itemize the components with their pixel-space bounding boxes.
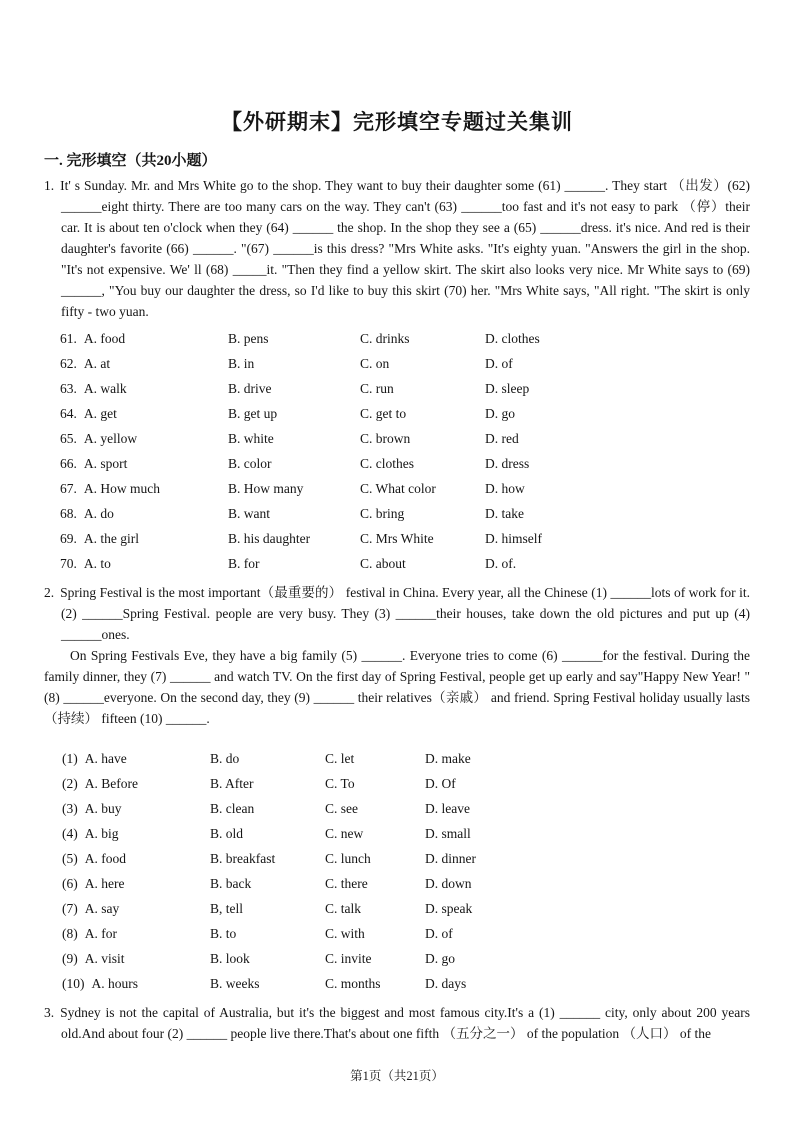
option-a: A. visit <box>84 951 125 966</box>
option-d: D. leave <box>425 801 470 816</box>
option-a: A. have <box>84 751 127 766</box>
option-d: D. of <box>425 926 453 941</box>
option-row <box>62 846 750 871</box>
option-a: A. do <box>83 506 114 521</box>
option-number: 67. <box>60 481 77 496</box>
option-b: B. look <box>210 951 250 966</box>
cloze-item-3 <box>44 1002 750 1044</box>
option-a: A. yellow <box>83 431 138 446</box>
passage-text: Sydney is not the capital of Australia, but it's the biggest and most famous city.It's a (1) ______ city, only about 200 years old.And about four (2) ______ people live there.That's about one fifth （五分之一） of the population （人口） of the <box>60 1005 750 1041</box>
option-a: A. big <box>84 826 119 841</box>
option-a: A. for <box>84 926 117 941</box>
passage-paragraph <box>44 175 750 322</box>
option-c: C. lunch <box>325 851 371 866</box>
option-cell-a <box>62 796 210 821</box>
option-cell-a <box>60 351 228 376</box>
option-cell-a <box>60 401 228 426</box>
passage-text: Spring Festival is the most important（最重要的） festival in China. Every year, all the Chinese (1) ______lots of work for it. (2) ______Spring Festival. people are very busy. They (3) ______their houses, take down the old pictures and put up (4) ______ones. <box>60 585 750 642</box>
option-c: C. brown <box>360 431 411 446</box>
option-d: D. down <box>425 876 472 891</box>
option-row <box>60 551 750 576</box>
option-d: D. dress <box>485 456 530 471</box>
option-b: B. After <box>210 776 254 791</box>
section-heading: 一. 完形填空（共20小题） <box>44 153 217 169</box>
option-c: C. run <box>360 381 394 396</box>
option-row <box>60 376 750 401</box>
option-c: C. about <box>360 556 406 571</box>
option-row <box>62 946 750 971</box>
page-footer <box>44 1066 750 1084</box>
option-b: B. want <box>228 506 270 521</box>
option-b: B. do <box>210 751 240 766</box>
option-b: B. back <box>210 876 252 891</box>
option-number: (4) <box>62 826 78 841</box>
option-a: A. sport <box>83 456 128 471</box>
option-b: B. clean <box>210 801 255 816</box>
option-b: B. breakfast <box>210 851 276 866</box>
option-b: B, tell <box>210 901 243 916</box>
option-b: B. white <box>228 431 274 446</box>
option-a: A. get <box>83 406 117 421</box>
option-number: 61. <box>60 331 77 346</box>
option-row <box>62 771 750 796</box>
option-row <box>60 326 750 351</box>
option-d: D. go <box>485 406 515 421</box>
option-number: 64. <box>60 406 77 421</box>
option-c: C. with <box>325 926 365 941</box>
option-row <box>60 526 750 551</box>
option-d: D. make <box>425 751 471 766</box>
option-d: D. clothes <box>485 331 540 346</box>
option-a: A. food <box>83 331 126 346</box>
option-b: B. to <box>210 926 237 941</box>
option-d: D. how <box>485 481 525 496</box>
option-number: 66. <box>60 456 77 471</box>
option-cell-a <box>62 946 210 971</box>
option-number: (9) <box>62 951 78 966</box>
option-a: A. at <box>83 356 111 371</box>
option-d: D. of <box>485 356 513 371</box>
option-cell-a <box>60 476 228 501</box>
option-a: A. buy <box>84 801 122 816</box>
option-a: A. to <box>83 556 111 571</box>
option-cell-a <box>60 501 228 526</box>
option-cell-a <box>62 846 210 871</box>
passage-paragraph <box>44 1002 750 1044</box>
option-number: (10) <box>62 976 85 991</box>
option-number: 65. <box>60 431 77 446</box>
cloze-item-2 <box>44 582 750 996</box>
option-c: C. Mrs White <box>360 531 434 546</box>
option-c: C. clothes <box>360 456 414 471</box>
option-cell-a <box>62 971 210 996</box>
option-d: D. red <box>485 431 519 446</box>
option-d: D. dinner <box>425 851 476 866</box>
option-a: A. food <box>84 851 126 866</box>
option-number: (8) <box>62 926 78 941</box>
option-c: C. see <box>325 801 358 816</box>
option-row <box>62 896 750 921</box>
page-title: 【外研期末】完形填空专题过关集训 <box>221 110 573 134</box>
option-cell-a <box>60 451 228 476</box>
option-c: C. months <box>325 976 381 991</box>
option-row <box>60 451 750 476</box>
option-c: C. on <box>360 356 390 371</box>
option-b: B. drive <box>228 381 272 396</box>
option-a: A. How much <box>83 481 160 496</box>
option-cell-a <box>60 326 228 351</box>
cloze-item-1 <box>44 175 750 576</box>
option-row <box>62 971 750 996</box>
option-cell-a <box>60 551 228 576</box>
option-b: B. in <box>228 356 255 371</box>
option-d: D. speak <box>425 901 473 916</box>
option-number: (3) <box>62 801 78 816</box>
option-number: 68. <box>60 506 77 521</box>
option-c: C. new <box>325 826 364 841</box>
option-d: D. go <box>425 951 455 966</box>
option-row <box>62 821 750 846</box>
option-cell-a <box>60 426 228 451</box>
option-c: C. invite <box>325 951 372 966</box>
option-row <box>62 796 750 821</box>
option-c: C. talk <box>325 901 361 916</box>
option-d: D. of. <box>485 556 517 571</box>
passage-paragraph <box>44 645 750 729</box>
option-row <box>62 746 750 771</box>
option-b: B. weeks <box>210 976 260 991</box>
item-number: 2. <box>44 585 55 600</box>
option-c: C. there <box>325 876 368 891</box>
option-number: 63. <box>60 381 77 396</box>
option-cell-a <box>60 376 228 401</box>
passage-text: On Spring Festivals Eve, they have a big family (5) ______. Everyone tries to come (6) ______for the festival. During the family dinner, they (7) ______ and watch TV. On the first day of Spring Festival, people get up early and say"Happy New Year! " (8) ______everyone. On the second day, they (9) ______ their relatives（亲戚） and friend. Spring Festival holiday usually lasts（持续） fifteen (10) ______. <box>44 648 750 726</box>
option-a: A. the girl <box>83 531 139 546</box>
option-a: A. walk <box>83 381 127 396</box>
item-number: 1. <box>44 178 55 193</box>
option-cell-a <box>62 771 210 796</box>
option-c: C. get to <box>360 406 407 421</box>
option-c: C. To <box>325 776 355 791</box>
option-row <box>60 476 750 501</box>
option-number: 69. <box>60 531 77 546</box>
option-d: D. himself <box>485 531 542 546</box>
option-number: (6) <box>62 876 78 891</box>
option-number: 62. <box>60 356 77 371</box>
option-c: C. What color <box>360 481 436 496</box>
passage-text: It' s Sunday. Mr. and Mrs White go to the shop. They want to buy their daughter some (61) ______. They start （出发）(62) ______eight thirty. There are too many cars on the way. They can't (63) ______too fast and it's not easy to park （停）their car. It is about ten o'clock when they (64) ______ the shop. In the shop they see a (65) ______dress. it's nice. And red is their daughter's favorite (66) ______. "(67) ______is this dress? "Mrs White asks. "It's eighty yuan. "Answers the girl in the shop. "It's not expensive. We' ll (68) _____it. "Then they find a yellow skirt. The skirt also looks very nice. Mr White says to (69) ______, "You buy our daughter the dress, so I'd like to buy this skirt (70) her. "Mrs White says, "All right. "The skirt is only fifty - two yuan. <box>60 178 750 319</box>
option-a: A. say <box>84 901 120 916</box>
option-cell-a <box>62 921 210 946</box>
option-a: A. hours <box>91 976 138 991</box>
option-c: C. let <box>325 751 355 766</box>
item-number: 3. <box>44 1005 55 1020</box>
passage-paragraph <box>44 582 750 645</box>
options-table-2 <box>44 746 750 996</box>
option-cell-a <box>62 821 210 846</box>
option-row <box>62 921 750 946</box>
option-d: D. sleep <box>485 381 530 396</box>
option-b: B. How many <box>228 481 304 496</box>
option-b: B. color <box>228 456 272 471</box>
option-number: (1) <box>62 751 78 766</box>
option-c: C. drinks <box>360 331 410 346</box>
option-d: D. small <box>425 826 471 841</box>
option-b: B. for <box>228 556 260 571</box>
page-number: 第1页（共21页） <box>350 1069 444 1083</box>
option-b: B. pens <box>228 331 269 346</box>
option-cell-a <box>60 526 228 551</box>
option-cell-a <box>62 896 210 921</box>
option-row <box>62 871 750 896</box>
options-table-1 <box>44 326 750 576</box>
option-b: B. get up <box>228 406 278 421</box>
option-number: (2) <box>62 776 78 791</box>
option-cell-a <box>62 871 210 896</box>
option-cell-a <box>62 746 210 771</box>
option-b: B. old <box>210 826 244 841</box>
option-row <box>60 501 750 526</box>
option-number: (7) <box>62 901 78 916</box>
option-d: D. days <box>425 976 467 991</box>
option-number: 70. <box>60 556 77 571</box>
option-c: C. bring <box>360 506 405 521</box>
option-row <box>60 401 750 426</box>
option-a: A. here <box>84 876 125 891</box>
option-b: B. his daughter <box>228 531 311 546</box>
option-d: D. Of <box>425 776 456 791</box>
option-row <box>60 351 750 376</box>
option-number: (5) <box>62 851 78 866</box>
option-d: D. take <box>485 506 524 521</box>
option-a: A. Before <box>84 776 138 791</box>
option-row <box>60 426 750 451</box>
